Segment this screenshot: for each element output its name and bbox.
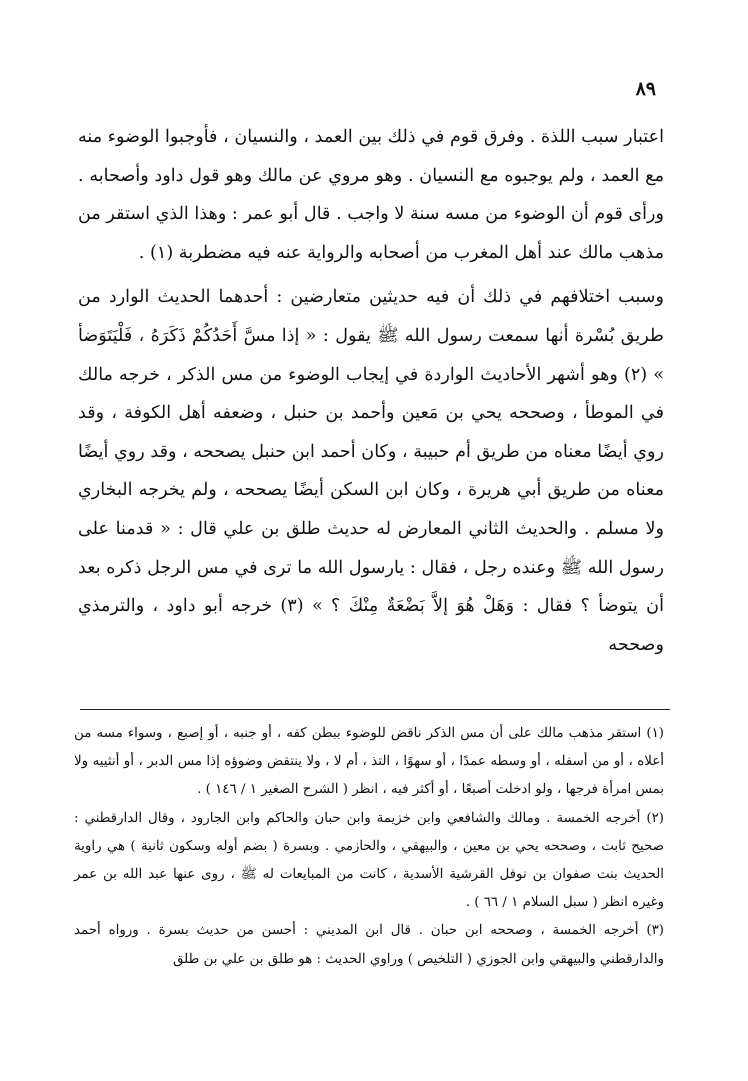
footnote-3: (٣) أخرجه الخمسة ، وصححه ابن حبان . قال ابن المديني : أحسن من حديث بسرة . ورواه أحمد والدارقطني والبيهقي وابن الجوزي ( التلخيص ) وراوي الحديث : هو طلق بن علي بن طلق bbox=[74, 923, 664, 967]
paragraph-2: وسبب اختلافهم في ذلك أن فيه حديثين متعارضين : أحدهما الحديث الوارد من طريق بُسْرة أنها سمعت رسول الله ﷺ يقول : « إذا مسَّ أَحَدُكُمْ ذَكَرَهُ ، فَلْيَتَوَضأ » (٢) وهو أشهر الأحاديث الواردة في إيجاب الوضوء من مس الذكر ، خرجه مالك في الموطأ ، وصححه يحي بن مَعين وأحمد بن حنبل ، وضعفه أهل الكوفة ، وقد روي أيضًا معناه من طريق أم حبيبة ، وكان أحمد ابن حنبل يصححه ، وقد روي أيضًا معناه من طريق أبي هريرة ، وكان ابن السكن أيضًا يصححه ، ولم يخرجه البخاري ولا مسلم . والحديث الثاني المعارض له حديث طلق بن علي قال : « قدمنا على رسول الله ﷺ وعنده رجل ، فقال : يارسول الله ما ترى في مس الرجل ذكره بعد أن يتوضأ ؟ فقال : وَهَلْ هُوَ إلاَّ بَضْعَةٌ مِنْكَ ؟ » (٣) خرجه أبو داود ، والترمذي وصححه bbox=[78, 287, 664, 655]
footnote-2: (٢) أخرجه الخمسة . ومالك والشافعي وابن خزيمة وابن حبان والحاكم وابن الجارود ، وقال الدارقطني : صحيح ثابت ، وصححه يحي بن معين ، والبيهقي ، والحازمي . وبسرة ( بضم أوله وسكون ثانية ) هي راوية الحديث بنت صفوان بن نوفل القرشية الأسدية ، كانت من المبايعات له ﷺ ، روى عنها عبد الله بن عمر وغيره انظر ( سبل السلام ١ / ٦٦ ) . bbox=[74, 810, 664, 911]
page-number: ٨٩ bbox=[635, 78, 656, 100]
footnote-1: (١) استقر مذهب مالك على أن مس الذكر ناقض للوضوء ببطن كفه ، أو جنبه ، أو إصبع ، وسواء مسه من أعلاه ، أو من أسفله ، أو وسطه عمدًا ، أو سهوًا ، التذ ، أم لا ، ولا ينتقض وضوؤه إذا مس الدبر ، أو أنثييه ولا بمس امرأة فرجها ، ولو ادخلت أصبعًا ، أو أكثر فيه ، انظر ( الشرح الصغير ١ / ١٤٦ ) . bbox=[74, 726, 664, 798]
main-text bbox=[78, 118, 664, 664]
footnote-divider bbox=[80, 709, 670, 710]
paragraph-1: اعتبار سبب اللذة . وفرق قوم في ذلك بين العمد ، والنسيان ، فأوجبوا الوضوء منه مع العمد ، ولم يوجبوه مع النسيان . وهو مروي عن مالك وهو قول داود وأصحابه . ورأى قوم أن الوضوء من مسه سنة لا واجب . قال أبو عمر : وهذا الذي استقر من مذهب مالك عند أهل المغرب من أصحابه والرواية عنه فيه مضطربة (١) . bbox=[78, 127, 664, 263]
footnotes bbox=[74, 720, 664, 974]
